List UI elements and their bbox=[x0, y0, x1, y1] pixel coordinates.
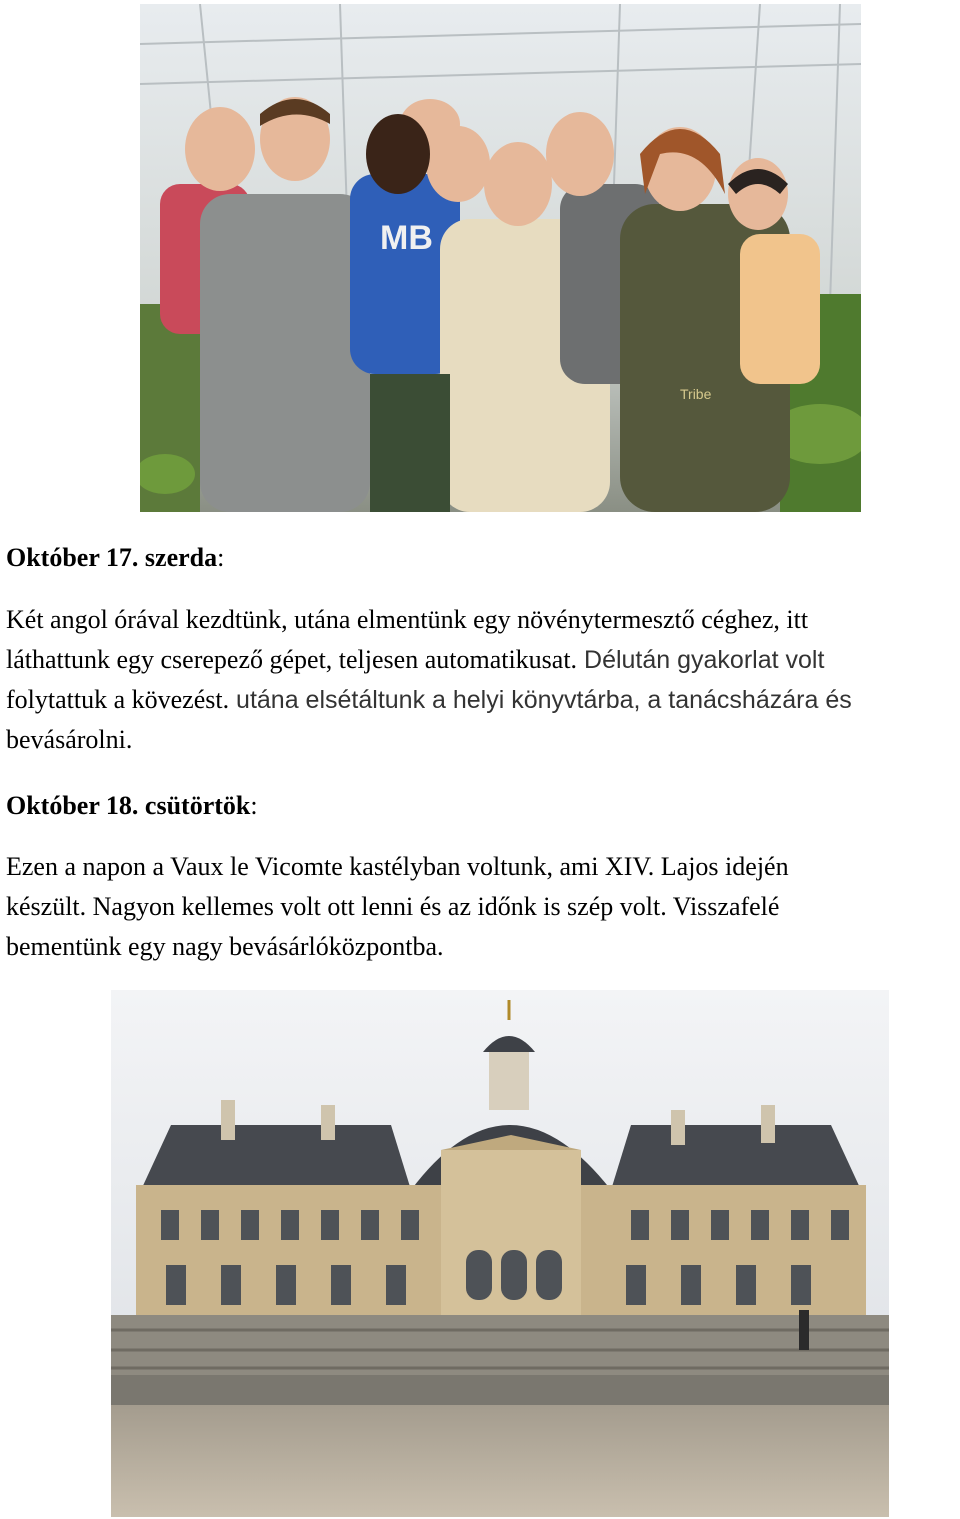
day2-line-2: készült. Nagyon kellemes volt ott lenni és az időnk is szép volt. Visszafelé bbox=[6, 892, 780, 921]
day1-line-2b: Délután gyakorlat volt bbox=[577, 646, 825, 674]
day1-heading bbox=[6, 543, 224, 573]
day1-paragraph bbox=[6, 600, 956, 760]
day1-heading-colon: : bbox=[217, 543, 225, 572]
day2-paragraph bbox=[6, 847, 956, 967]
day2-line-3: bementünk egy nagy bevásárlóközpontba. bbox=[6, 932, 444, 961]
day1-line-3b: utána elsétáltunk a helyi könyvtárba, a tanácsházára és bbox=[229, 686, 852, 714]
sweater-print: Tribe bbox=[680, 386, 712, 402]
day2-heading bbox=[6, 791, 258, 821]
shirt-print: MB bbox=[380, 219, 433, 257]
day1-line-1: Két angol órával kezdtünk, utána elmentünk egy növénytermesztő céghez, itt bbox=[6, 605, 809, 634]
castle-photo bbox=[111, 990, 889, 1517]
day2-heading-text: Október 18. csütörtök bbox=[6, 791, 251, 820]
day2-heading-colon: : bbox=[250, 791, 258, 820]
day1-line-3a: folytattuk a kövezést. bbox=[6, 685, 230, 714]
group-photo bbox=[140, 4, 861, 512]
castle-photo-image bbox=[111, 990, 889, 1517]
day2-line-1: Ezen a napon a Vaux le Vicomte kastélyban voltunk, ami XIV. Lajos idején bbox=[6, 852, 789, 881]
day1-heading-text: Október 17. szerda bbox=[6, 543, 218, 572]
day1-line-4: bevásárolni. bbox=[6, 725, 133, 754]
day1-line-2 bbox=[6, 640, 956, 680]
day1-line-2a: láthattunk egy cserepező gépet, teljesen automatikusat. bbox=[6, 645, 578, 674]
day1-line-3 bbox=[6, 680, 956, 720]
group-photo-image bbox=[140, 4, 861, 512]
